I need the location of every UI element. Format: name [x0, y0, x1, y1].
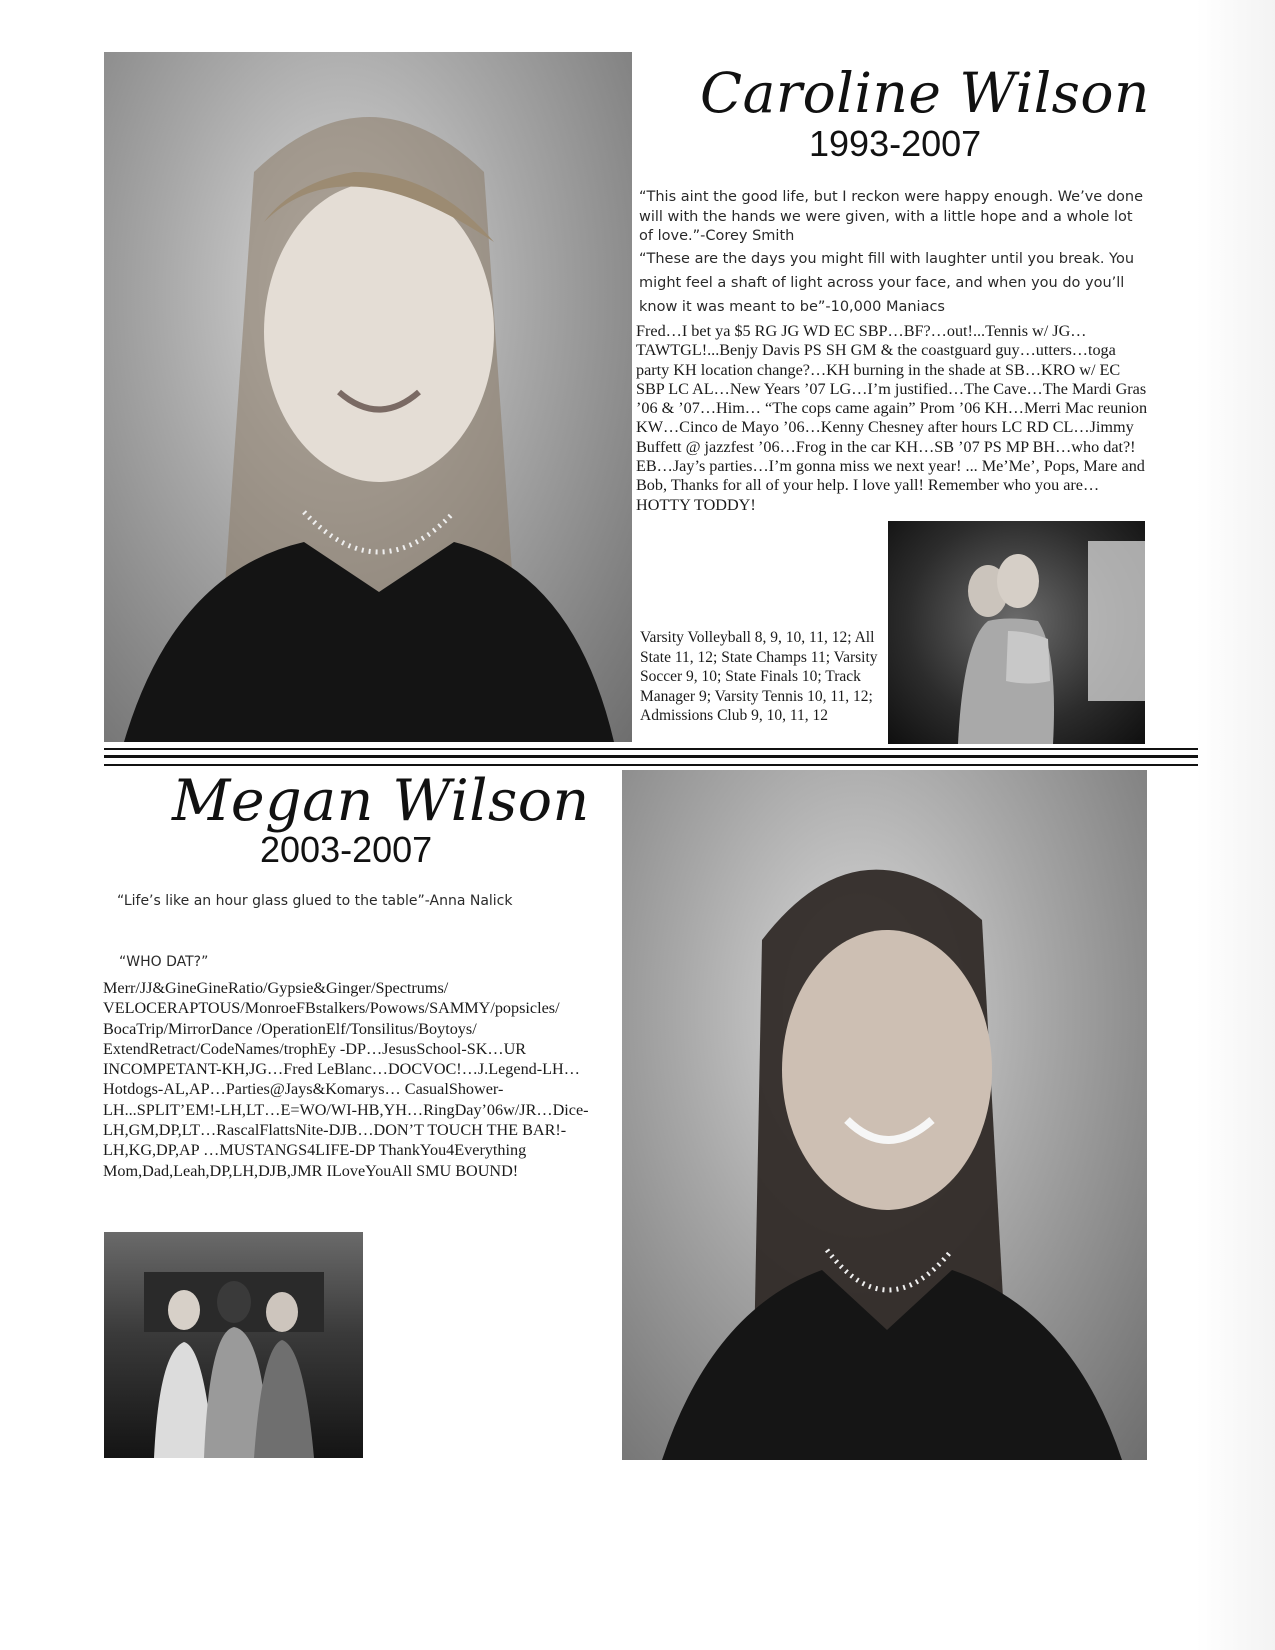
- portrait-silhouette-icon: [104, 52, 632, 742]
- caroline-message: Fred…I bet ya $5 RG JG WD EC SBP…BF?…out!...Tennis w/ JG…TAWTGL!...Benjy Davis PS SH GM & the coastguard guy…utters…toga party KH location change?…KH burning in the shade at SB…KRO w/ EC SBP LC AL…New Years ’07 LG…I’m justified…The Cave…The Mardi Gras ’06 & ’07…Him… “The cops came again” Prom ’06 KH…Merri Mac reunion KW…Cinco de Mayo ’06…Kenny Chesney after hours LC RD CL…Jimmy Buffett @ jazzfest ’06…Frog in the car KH…SB ’07 PS MP BH…who dat?! EB…Jay’s parties…I’m gonna miss we next year! ... Me’Me’, Pops, Mare and Bob, Thanks for all of your help. I love yall! Remember who you are…HOTTY TODDY!: [636, 322, 1148, 514]
- megan-who-dat: “WHO DAT?”: [119, 954, 209, 970]
- caroline-name: Caroline Wilson: [700, 61, 1150, 125]
- caroline-candid-photo: [888, 521, 1145, 744]
- section-divider-top: [104, 748, 1198, 750]
- caroline-quote-2: “These are the days you might fill with laughter until you break. You might feel a shaft of light across your face, and when you do you’ll know it was meant to be”-10,000 Maniacs: [639, 251, 1135, 315]
- caroline-years: 1993-2007: [809, 123, 982, 164]
- megan-quote: “Life’s like an hour glass glued to the table”-Anna Nalick: [117, 893, 513, 909]
- megan-portrait-photo: [622, 770, 1147, 1460]
- megan-message: Merr/JJ&GineGineRatio/Gypsie&Ginger/Spectrums/ VELOCERAPTOUS/MonroeFBstalkers/Powows/SAMMY/popsicles/ BocaTrip/MirrorDance /OperationElf/Tonsilitus/Boytoys/ ExtendRetract/CodeNames/trophEy -DP…JesusSchool-SK…UR INCOMPETANT-KH,JG…Fred LeBlanc…DOCVOC!…J.Legend-LH…Hotdogs-AL,AP…Parties@Jays&Komarys… CasualShower-LH...SPLIT’EM!-LH,LT…E=WO/WI-HB,YH…RingDay’06w/JR…Dice-LH,GM,DP,LT…RascalFlattsNite-DJB…DON’T TOUCH THE BAR!-LH,KG,DP,AP …MUSTANGS4LIFE-DP ThankYou4Everything Mom,Dad,Leah,DP,LH,DJB,JMR ILoveYouAll SMU BOUND!: [103, 979, 589, 1180]
- portrait-silhouette-icon: [622, 770, 1147, 1460]
- section-divider-middle: [104, 755, 1198, 758]
- friends-group-icon: [104, 1232, 363, 1458]
- megan-years: 2003-2007: [260, 829, 433, 870]
- page-edge: [1196, 0, 1275, 1650]
- caroline-portrait-photo: [104, 52, 632, 742]
- caroline-activities: Varsity Volleyball 8, 9, 10, 11, 12; All State 11, 12; State Champs 11; Varsity Soccer 9, 10; State Finals 10; Track Manager 9; Varsity Tennis 10, 11, 12; Admissions Club 9, 10, 11, 12: [640, 629, 878, 724]
- megan-candid-photo: [104, 1232, 363, 1458]
- section-divider-bottom: [104, 764, 1198, 766]
- friends-hug-icon: [888, 521, 1145, 744]
- caroline-quote-1: “This aint the good life, but I reckon were happy enough. We’ve done will with the hands we were given, with a little hope and a whole lot of love.”-Corey Smith: [639, 189, 1144, 244]
- megan-name: Megan Wilson: [172, 768, 590, 834]
